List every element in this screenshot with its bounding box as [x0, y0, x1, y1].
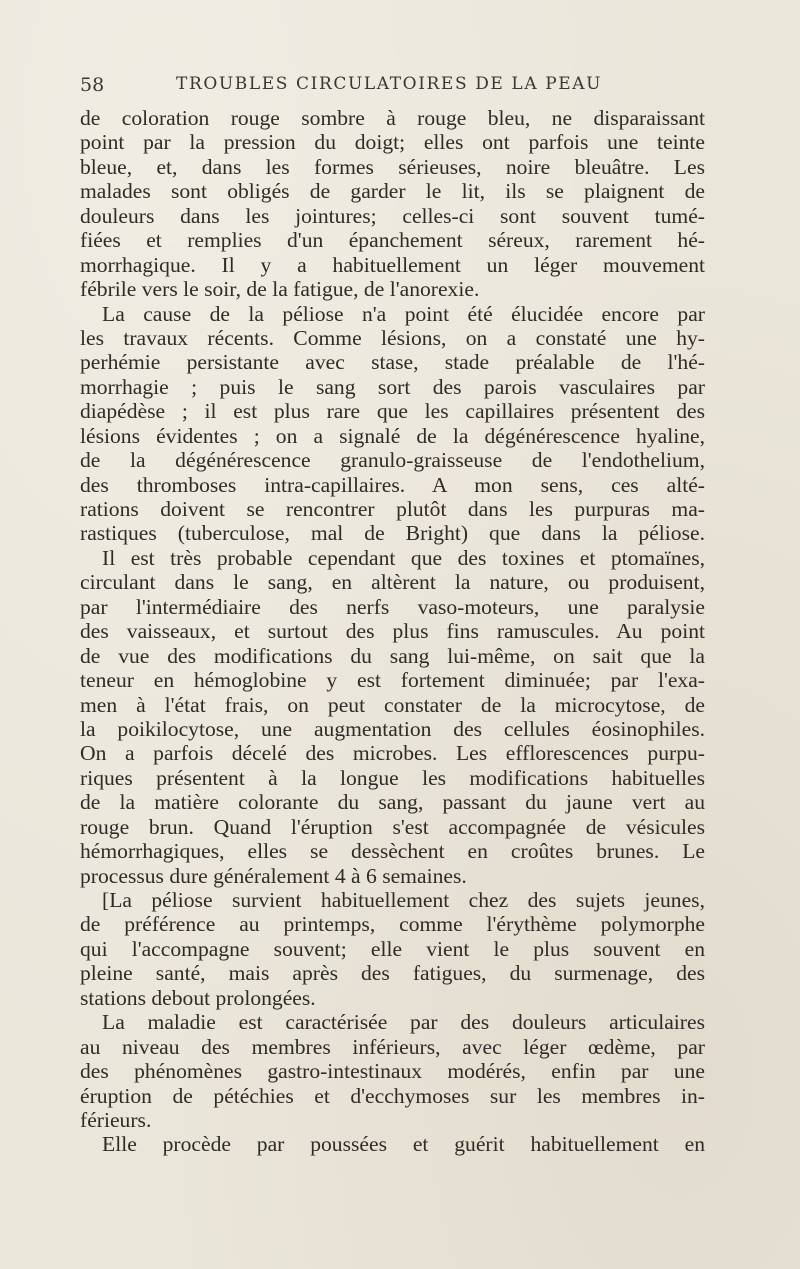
text-line: douleurs dans les jointures; celles-ci sont souvent tumé-: [80, 203, 705, 228]
text-line: les travaux récents. Comme lésions, on a constaté une hy-: [80, 325, 705, 350]
text-line: bleue, et, dans les formes sérieuses, noire bleuâtre. Les: [80, 154, 705, 179]
page-number: 58: [80, 74, 105, 96]
text-line: rastiques (tuberculose, mal de Bright) que dans la péliose.: [80, 521, 705, 546]
text-line: [La péliose survient habituellement chez des sujets jeunes,: [102, 888, 705, 912]
text-line: Il est très probable cependant que des toxines et ptomaïnes,: [102, 545, 705, 570]
text-line: de vue des modifications du sang lui-même, on sait que la: [80, 643, 705, 668]
text-line: diapédèse ; il est plus rare que les capillaires présentent des: [80, 399, 705, 424]
text-line: morrhagie ; puis le sang sort des parois vasculaires par: [80, 374, 705, 399]
text-line: rations doivent se rencontrer plutôt dans les purpuras ma-: [80, 497, 705, 521]
text-line: des thromboses intra-capillaires. A mon sens, ces alté-: [80, 472, 705, 497]
text-line: fébrile vers le soir, de la fatigue, de l'anorexie.: [80, 277, 480, 302]
chapter-title: TROUBLES CIRCULATOIRES DE LA PEAU: [176, 74, 603, 94]
text-line: fiées et remplies d'un épanchement séreux, rarement hé-: [80, 228, 705, 253]
text-line: stations debout prolongées.: [80, 985, 316, 1010]
text-line: La cause de la péliose n'a point été élucidée encore par: [102, 301, 705, 326]
text-line: la poikilocytose, une augmentation des cellules éosinophiles.: [80, 716, 705, 741]
text-line: Elle procède par poussées et guérit habituellement en: [102, 1132, 705, 1157]
text-line: riques présentent à la longue les modifications habituelles: [80, 765, 705, 790]
text-line: men à l'état frais, on peut constater de la microcytose, de: [80, 692, 705, 717]
body-text: [80, 106, 705, 1157]
text-line: de la matière colorante du sang, passant du jaune vert au: [80, 790, 705, 815]
text-line: teneur en hémoglobine y est fortement diminuée; par l'exa-: [80, 668, 705, 693]
text-line: de la dégénérescence granulo-graisseuse de l'endothelium,: [80, 448, 705, 473]
text-line: La maladie est caractérisée par des douleurs articulaires: [102, 1010, 705, 1035]
text-line: circulant dans le sang, en altèrent la nature, ou produisent,: [80, 570, 705, 595]
text-line: de préférence au printemps, comme l'érythème polymorphe: [80, 912, 705, 937]
text-line: perhémie persistante avec stase, stade préalable de l'hé-: [80, 350, 705, 375]
text-line: de coloration rouge sombre à rouge bleu, ne disparaissant: [80, 106, 705, 130]
text-line: férieurs.: [80, 1107, 152, 1132]
text-line: qui l'accompagne souvent; elle vient le plus souvent en: [80, 936, 705, 961]
text-line: point par la pression du doigt; elles ont parfois une teinte: [80, 130, 705, 155]
text-line: morrhagique. Il y a habituellement un léger mouvement: [80, 252, 705, 277]
text-line: lésions évidentes ; on a signalé de la dégénérescence hyaline,: [80, 423, 705, 448]
text-line: malades sont obligés de garder le lit, ils se plaignent de: [80, 179, 705, 204]
text-line: éruption de pétéchies et d'ecchymoses sur les membres in-: [80, 1083, 705, 1108]
text-line: pleine santé, mais après des fatigues, du surmenage, des: [80, 961, 705, 986]
text-line: des vaisseaux, et surtout des plus fins ramuscules. Au point: [80, 619, 705, 644]
running-head: [80, 74, 705, 102]
text-line: On a parfois décelé des microbes. Les efflorescences purpu-: [80, 741, 705, 766]
text-line: des phénomènes gastro-intestinaux modérés, enfin par une: [80, 1059, 705, 1084]
text-line: processus dure généralement 4 à 6 semaines.: [80, 863, 467, 888]
text-line: hémorrhagiques, elles se dessèchent en croûtes brunes. Le: [80, 839, 705, 864]
text-line: par l'intermédiaire des nerfs vaso-moteurs, une paralysie: [80, 594, 705, 619]
text-line: rouge brun. Quand l'éruption s'est accompagnée de vésicules: [80, 814, 705, 839]
text-line: au niveau des membres inférieurs, avec léger œdème, par: [80, 1034, 705, 1059]
